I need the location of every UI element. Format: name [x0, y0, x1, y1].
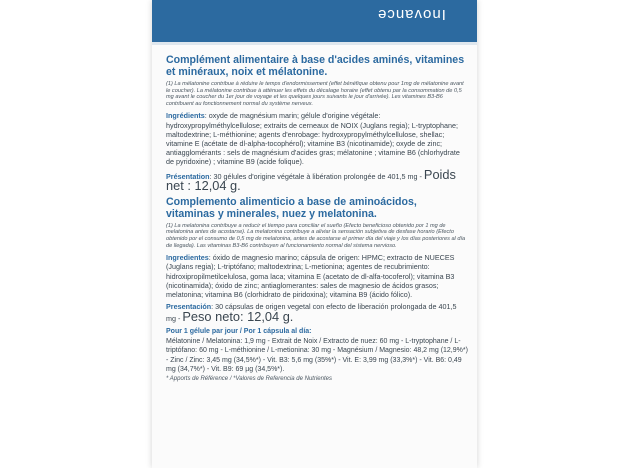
brand-logo: Inovance: [377, 6, 446, 23]
fr-title: Complément alimentaire à base d'acides aminés, vitamines et minéraux, noix et mélatonine.: [166, 54, 465, 78]
es-presentation-text: : 30 cápsulas de origen vegetal con efecto de liberación prolongada de 401,5 mg -: [166, 302, 457, 323]
fr-net-weight: Poids net : 12,04 g.: [166, 166, 456, 194]
fr-presentation-label: Présentation: [166, 171, 210, 181]
fr-presentation-text: : 30 gélules d'origine végétale à libération prolongée de 401,5 mg -: [209, 171, 422, 181]
fr-ingredients-label: Ingrédients: [166, 111, 205, 121]
fr-ingredients: [166, 111, 468, 166]
es-ingredients: [166, 253, 468, 299]
fr-ingredients-text: : oxyde de magnésium marin; gélule d'origine végétale: hydroxypropylméthylcellulose; extraits de cerneaux de NOIX (Juglans regia); L-tryptophane; maltodextrine; L-méthionine; agents d'enrobage: hydroxypropylméthylcellulose, shellac; vitamine E (acétate de dl-alpha-tocophérol); vitamine B3 (nicotinamide); oxyde de zinc; antiagglomérants : sels de magnésium d'acides gras; mélatonine ; vitamine B6 (chlorhydrate de pyridoxine) ; vitamine B9 (acide folique).: [166, 111, 460, 167]
label-content: [166, 54, 468, 383]
fr-presentation: [166, 166, 468, 194]
dosage-text: Mélatonine / Melatonina: 1,9 mg - Extrait de Noix / Extracto de nuez: 60 mg - L-tryptophane / L-triptófano: 60 mg - L-méthionine / L-metionina: 30 mg - Magnésium / Magnesio: 48,2 mg (12,9%*) - Zinc / Zinc: 3,45 mg (34,5%*) - Vit. B3: 5,6 mg (35%*) - Vit. E: 3,99 mg (33,3%*) - Vit. B6: 0,49 mg (34,7%*) - Vit. B9: 69 µg (34,5%*).: [166, 337, 468, 373]
dosage-heading: Pour 1 gélule par jour / Por 1 cápsula al día:: [166, 328, 312, 336]
es-title: Complemento alimenticio a base de aminoácidos, vitaminas y minerales, nuez y melatonina.: [166, 195, 417, 220]
box-top-flap: [152, 0, 477, 45]
es-note: (1) La melatonina contribuye a reducir el tiempo para conciliar el sueño (Efecto beneficioso obtenido por 1 mg de melatonina antes de acostarse). La melatonina contribuye a aliviar la sensación subjetiva de desfase horario (Efecto obtenido por el consumo de 0,5 mg de melatonina, antes de acostarse el primer día del viaje y los días posteriores al día de llegada). Las vitaminas B3-B6 contribuyen al funcionamiento normal del sistema nervioso.: [166, 222, 466, 249]
product-box-back: [152, 0, 477, 468]
es-presentation: [166, 302, 468, 323]
es-presentation-label: Presentación: [166, 302, 212, 312]
es-ingredients-text: : óxido de magnesio marino; cápsula de origen: HPMC; extracto de NUECES (Juglans regia); L-triptófano; maltodextrina; L-metionina; agentes de recubrimiento: hidroxipropilmetilcelulosa, goma laca; vitamina E (acetato de dl-alfa-tocoferol); vitamina B3 (nicotinamida); óxido de zinc; antiaglomerantes: sales de magnesio de ácidos grasos; melatonina; vitamina B6 (clorhidrato de piridoxina); vitamina B9 (ácido fólico).: [166, 253, 455, 299]
fr-note: (1) La mélatonine contribue à réduire le temps d'endormissement (effet bénéfique obtenu pour 1mg de mélatonine avant le coucher). La mélatonine contribue à atténuer les effets du décalage horaire (effet obtenu par la consommation de 0,5 mg avant le coucher du 1er jour de voyage et les quelques jours suivants le jour d'arrivée). Les vitamines B3-B6 contribuent au fonctionnement normal du système nerveux.: [166, 81, 464, 107]
es-ingredients-label: Ingredientes: [166, 253, 209, 263]
dosage-footnote: * Apports de Référence / *Valores de Referencia de Nutrientes: [166, 376, 332, 383]
es-net-weight: Peso neto: 12,04 g.: [182, 308, 294, 324]
dosage-block: [166, 327, 468, 383]
